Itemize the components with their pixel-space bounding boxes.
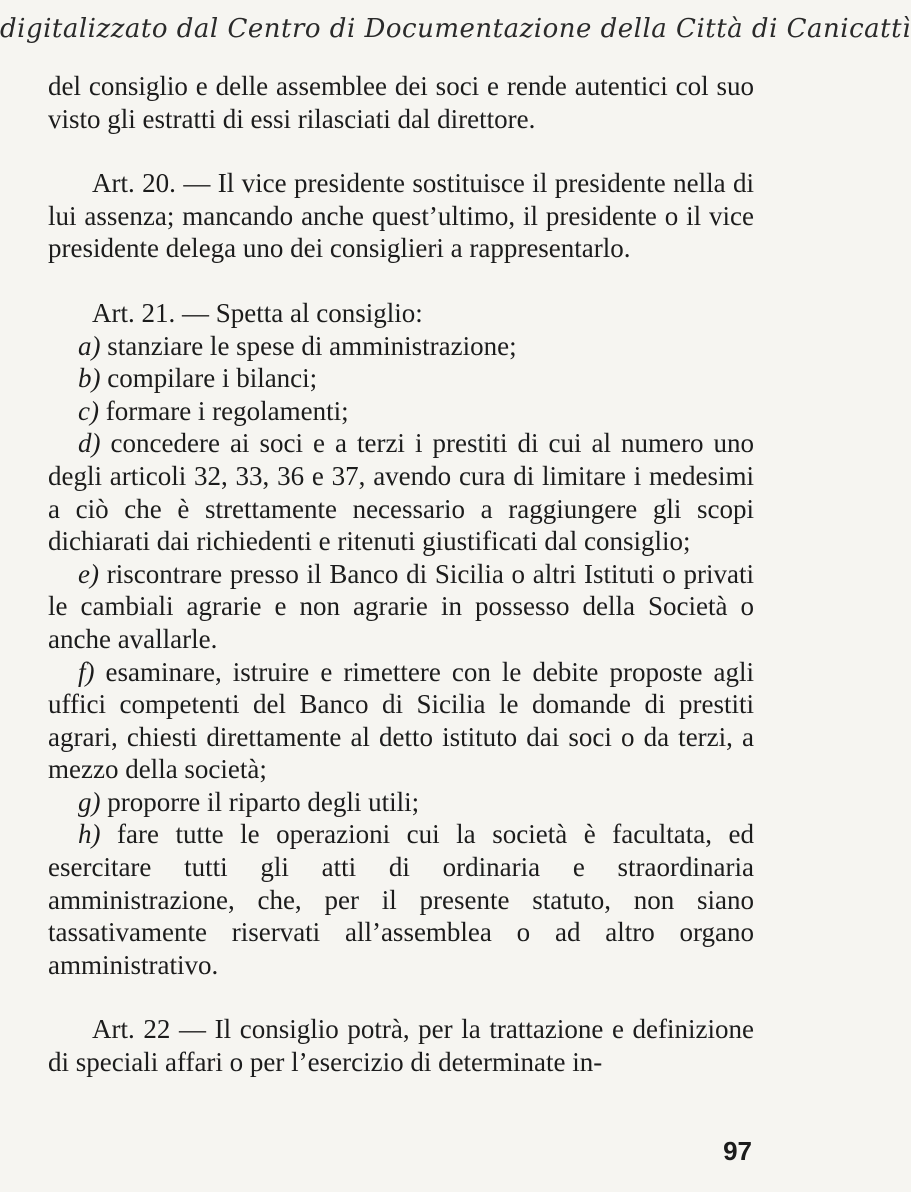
list-item-text: formare i regolamenti; <box>98 395 349 426</box>
list-item-text: proporre il riparto degli utili; <box>100 786 420 817</box>
page-number: 97 <box>723 1136 752 1166</box>
page-body <box>48 70 754 1079</box>
list-item-letter: b) <box>78 363 101 394</box>
list-item-letter: g) <box>78 786 101 817</box>
list-item-c <box>48 395 754 428</box>
list-item-letter: e) <box>78 558 99 589</box>
list-item-text: esaminare, istruire e rimettere con le debite proposte agli uffici competenti del Banco di Sicilia le domande di prestiti agrari, chiesti direttamente al detto istituto dai soci o da terzi, a mezzo della società; <box>48 656 754 785</box>
list-item-text: riscontrare presso il Banco di Sicilia o altri Istituti o privati le cambiali agrarie e non agrarie in possesso della Società o anche avallarle. <box>48 558 754 654</box>
list-item-b <box>48 362 754 395</box>
paragraph-continuation: del consiglio e delle assemblee dei soci e rende autentici col suo visto gli estratti di essi rilasciati dal direttore. <box>48 71 754 134</box>
article-21-intro: Art. 21. — Spetta al consiglio: <box>92 297 423 328</box>
list-item-text: concedere ai soci e a terzi i prestiti di cui al numero uno degli articoli 32, 33, 36 e 37, avendo cura di limitare i medesimi a ciò che è strettamente necessario a raggiungere gli scopi dichiarati dai richiedenti e ritenuti giustificati dal consiglio; <box>48 428 754 557</box>
list-item-letter: a) <box>78 330 101 361</box>
article-20: Art. 20. — Il vice presidente sostituisce il presidente nella di lui assenza; mancando anche quest’ultimo, il presidente o il vice presidente delega uno dei consiglieri a rappresentarlo. <box>48 168 754 264</box>
list-item-letter: d) <box>78 428 101 459</box>
list-item-f <box>48 656 754 786</box>
list-item-g <box>48 786 754 819</box>
list-item-a <box>48 330 754 363</box>
list-item-text: fare tutte le operazioni cui la società è facultata, ed esercitare tutti gli atti di ordinaria e straordinaria amministrazione, che, per il presente statuto, non siano tassativamente riservati all’assemblea o ad altro organo amministrativo. <box>48 819 754 980</box>
list-item-text: compilare i bilanci; <box>100 363 318 394</box>
watermark-header: digitalizzato dal Centro di Documentazione della Città di Canicattì <box>0 14 911 44</box>
list-item-e <box>48 558 754 656</box>
list-item-d <box>48 427 754 557</box>
article-22: Art. 22 — Il consiglio potrà, per la trattazione e definizione di speciali affari o per l’esercizio di determinate in- <box>48 1014 754 1078</box>
list-item-letter: c) <box>78 395 99 426</box>
list-item-text: stanziare le spese di amministrazione; <box>100 330 517 361</box>
list-item-h <box>48 818 754 981</box>
list-item-letter: h) <box>78 819 101 850</box>
list-item-letter: f) <box>78 656 95 687</box>
